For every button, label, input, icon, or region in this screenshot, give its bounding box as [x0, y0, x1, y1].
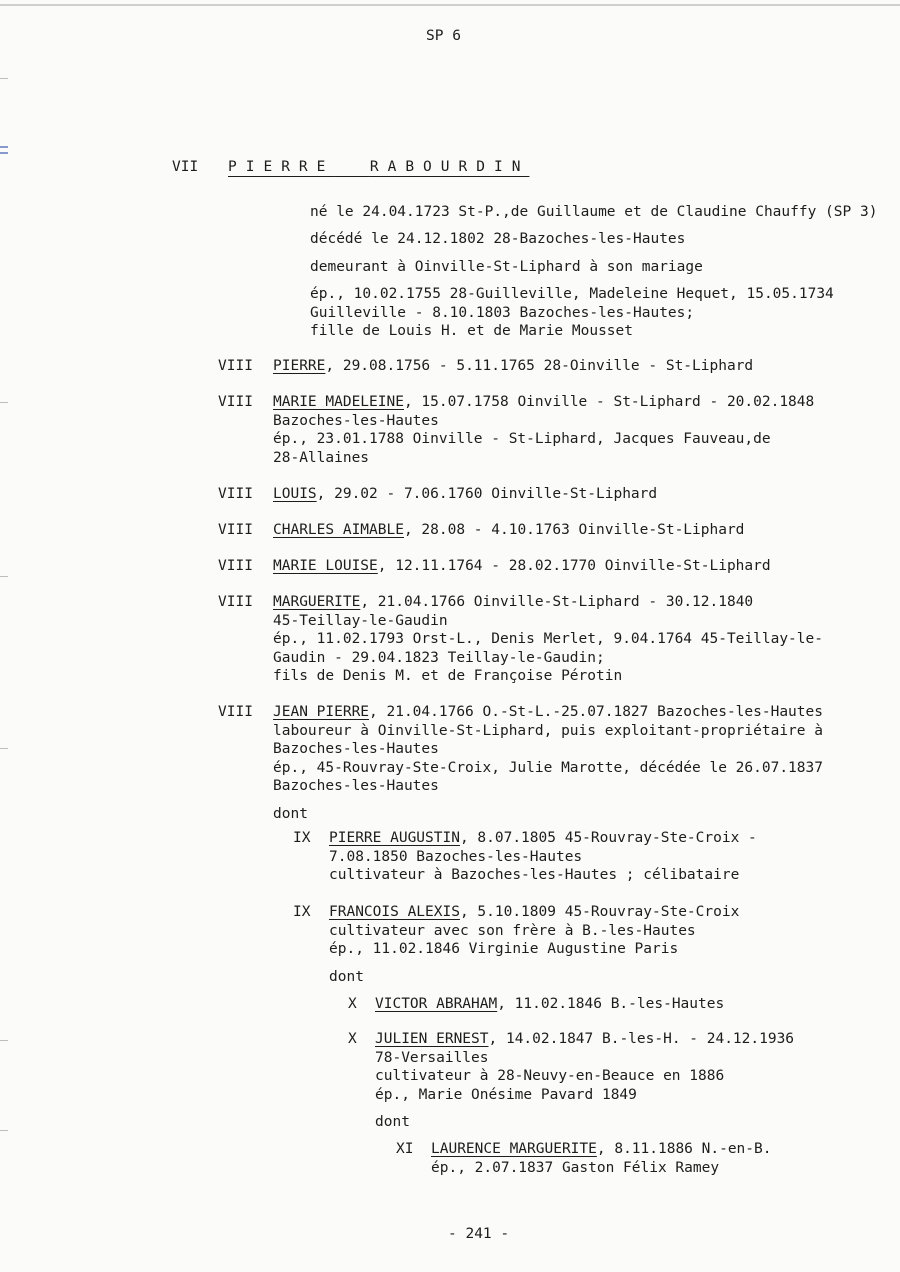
grandchild-name: FRANCOIS ALEXIS [329, 904, 460, 920]
marriage-block [310, 285, 834, 341]
child-name: MARIE MADELEINE [273, 394, 404, 410]
margin-mark [0, 146, 8, 148]
great-grandchild-name: JULIEN ERNEST [375, 1031, 489, 1047]
ggg-child-entry: LAURENCE MARGUERITE, 8.11.1886 N.-en-B. ép., 2.07.1837 Gaston Félix Ramey [431, 1141, 772, 1176]
detail-line: Guilleville - 8.10.1803 Bazoches-les-Hautes; [310, 304, 695, 321]
first-name: PIERRE [228, 159, 335, 175]
detail-line: fille de Louis H. et de Marie Mousset [310, 323, 634, 339]
child-gen: VIII [218, 486, 253, 502]
residence-line: demeurant à Oinville-St-Liphard à son mariage [310, 259, 703, 275]
ggg-child-name: LAURENCE MARGUERITE [431, 1141, 597, 1157]
child-gen: VIII [218, 522, 253, 538]
ggg-child-gen: XI [396, 1141, 414, 1157]
great-grandchild-gen: X [348, 996, 357, 1012]
generation-label: VII [172, 159, 199, 175]
page-ref: SP 6 [426, 28, 461, 44]
child-name: CHARLES AIMABLE [273, 522, 404, 538]
person-title [228, 158, 529, 176]
child-entry: JEAN PIERRE, 21.04.1766 O.-St-L.-25.07.1827 Bazoches-les-Hautes laboureur à Oinville-St-Liphard, puis exploitant-propriétaire à Bazoches-les-Hautes ép., 45-Rouvray-Ste-Croix, Julie Marotte, décédée le 26.07.1837 Bazoches-les-Hautes dont [273, 704, 823, 822]
child-gen: VIII [218, 358, 253, 374]
dont-label: dont [273, 805, 308, 822]
child-gen: VIII [218, 704, 253, 720]
grandchild-name: PIERRE AUGUSTIN [329, 830, 460, 846]
grandchild-gen: IX [293, 830, 311, 846]
grandchild-entry: PIERRE AUGUSTIN, 8.07.1805 45-Rouvray-Ste-Croix - 7.08.1850 Bazoches-les-Hautes cultivateur à Bazoches-les-Hautes ; célibataire [329, 830, 757, 883]
detail-line: ép., 10.02.1755 28-Guilleville, Madeleine Hequet, 15.05.1734 [310, 286, 834, 302]
top-border [0, 4, 900, 6]
grandchild-gen: IX [293, 904, 311, 920]
margin-mark [0, 576, 8, 577]
margin-mark [0, 78, 8, 79]
birth-line: né le 24.04.1723 St-P.,de Guillaume et de Claudine Chauffy (SP 3) [310, 204, 878, 220]
grandchild-entry: FRANCOIS ALEXIS, 5.10.1809 45-Rouvray-Ste-Croix cultivateur avec son frère à B.-les-Hautes ép., 11.02.1846 Virginie Augustine Paris dont [329, 904, 740, 985]
child-gen: VIII [218, 594, 253, 610]
child-entry: MARIE MADELEINE, 15.07.1758 Oinville - St-Liphard - 20.02.1848 Bazoches-les-Hautes ép., 23.01.1788 Oinville - St-Liphard, Jacques Fauveau,de 28-Allaines [273, 394, 815, 466]
great-grandchild-entry: JULIEN ERNEST, 14.02.1847 B.-les-H. - 24.12.1936 78-Versailles cultivateur à 28-Neuvy-en-Beauce en 1886 ép., Marie Onésime Pavard 1849 dont [375, 1031, 795, 1130]
margin-mark [0, 402, 8, 403]
great-grandchild-entry: VICTOR ABRAHAM, 11.02.1846 B.-les-Hautes [375, 996, 725, 1012]
margin-mark [0, 152, 8, 154]
child-name: MARIE LOUISE [273, 558, 378, 574]
child-name: PIERRE [273, 358, 326, 374]
death-line: décédé le 24.12.1802 28-Bazoches-les-Hautes [310, 231, 686, 247]
last-name: RABOURDIN [369, 159, 530, 175]
child-entry: LOUIS, 29.02 - 7.06.1760 Oinville-St-Liphard [273, 486, 658, 502]
dont-label: dont [329, 968, 364, 985]
child-name: LOUIS [273, 486, 317, 502]
child-gen: VIII [218, 394, 253, 410]
child-gen: VIII [218, 558, 253, 574]
child-entry: MARIE LOUISE, 12.11.1764 - 28.02.1770 Oinville-St-Liphard [273, 558, 771, 574]
margin-mark [0, 1130, 8, 1131]
margin-mark [0, 1040, 8, 1041]
child-entry: CHARLES AIMABLE, 28.08 - 4.10.1763 Oinville-St-Liphard [273, 522, 745, 538]
dont-label: dont [375, 1114, 410, 1130]
child-name: JEAN PIERRE [273, 704, 370, 720]
child-entry: PIERRE, 29.08.1756 - 5.11.1765 28-Oinville - St-Liphard [273, 358, 754, 374]
page-number: - 241 - [448, 1226, 510, 1242]
great-grandchild-name: VICTOR ABRAHAM [375, 996, 498, 1012]
great-grandchild-gen: X [348, 1031, 357, 1047]
child-entry: MARGUERITE, 21.04.1766 Oinville-St-Liphard - 30.12.1840 45-Teillay-le-Gaudin ép., 11.02.1793 Orst-L., Denis Merlet, 9.04.1764 45-Teillay-le- Gaudin - 29.04.1823 Teillay-le-Gaudin; fils de Denis M. et de Françoise Pérotin [273, 594, 823, 684]
child-name: MARGUERITE [273, 594, 361, 610]
margin-mark [0, 748, 8, 749]
